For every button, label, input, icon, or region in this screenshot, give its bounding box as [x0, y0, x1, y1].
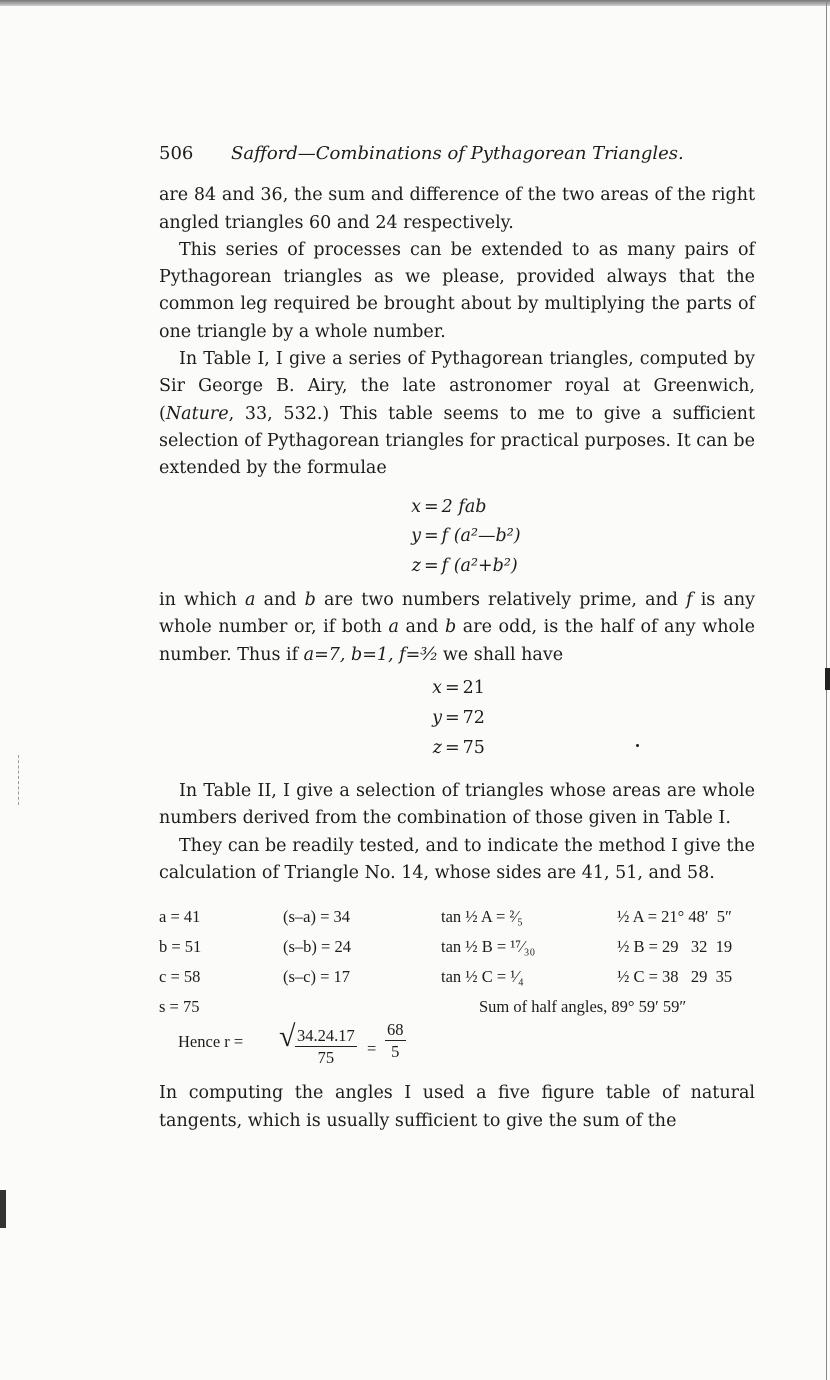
tan-half-a: tan ½ A = ²⁄₅: [441, 907, 523, 927]
scan-left-mark: [0, 1190, 6, 1228]
var-a-value: a=7,: [303, 644, 352, 665]
results-block: [159, 674, 755, 763]
paragraph-1: are 84 and 36, the sum and difference of the two areas of the right angled triangles 60 and 24 respectively.: [159, 185, 755, 233]
result-rel: =: [445, 707, 460, 728]
page-number: 506: [159, 143, 194, 164]
running-title: Safford—Combinations of Pythagorean Triangles.: [231, 143, 684, 164]
result-numerator: 68: [387, 1020, 404, 1040]
result-denominator: 5: [391, 1042, 400, 1062]
sum-half-angles: Sum of half angles, 89° 59′ 59″: [479, 997, 687, 1017]
result-x: [427, 674, 755, 704]
paragraph-5: In Table II, I give a selection of triangles whose areas are whole numbers derived from the combination of those given in Table I.: [159, 781, 755, 829]
radical-denominator: 75: [317, 1048, 335, 1068]
radical-fraction: [295, 1025, 357, 1068]
p4-part: are odd, is the half of any whole number. Thus if: [159, 617, 755, 665]
var-f: f: [686, 590, 693, 611]
tan-half-c: tan ½ C = ¹⁄₄: [441, 967, 524, 987]
formula-rhs: f (a²+b²): [441, 555, 518, 576]
hence-label: Hence r =: [178, 1032, 244, 1052]
diff-b: (s–b) = 24: [283, 937, 351, 957]
paragraph-2: This series of processes can be extended to as many pairs of Pythagorean triangles as we please, provided always that the common leg required be brought about by multiplying the parts of one triangle by a whole number.: [159, 239, 755, 342]
formula-lhs: z: [411, 555, 421, 576]
tan-half-b: tan ½ B = ¹⁷⁄₃₀: [441, 937, 536, 957]
paragraph-3-text-b: , 33, 532.) This table seems to me to give a sufficient selection of Pythagorean triangles for practical purposes. It can be extended by the formulae: [159, 403, 755, 479]
var-b: b: [304, 590, 316, 611]
equals-sign: =: [367, 1039, 377, 1059]
scan-right-mark: [825, 668, 830, 690]
result-lhs: z: [432, 737, 442, 758]
p4-part: is any whole number or, if both: [159, 590, 755, 638]
semi-perimeter: s = 75: [159, 997, 200, 1017]
diff-a: (s–a) = 34: [283, 907, 351, 927]
half-angle-a: ½ A = 21° 48′ 5″: [617, 907, 732, 927]
formula-rel: =: [424, 496, 439, 517]
result-rhs: 72: [462, 707, 485, 728]
page-body: [159, 140, 755, 1135]
formula-x: [406, 493, 755, 523]
radical-icon: √: [279, 1020, 296, 1054]
paragraph-4: [159, 587, 755, 669]
result-rel: =: [445, 737, 460, 758]
result-rhs: 75: [462, 737, 485, 758]
formula-lhs: x: [411, 496, 421, 517]
side-c: c = 58: [159, 967, 201, 987]
formula-rhs: 2 fab: [441, 496, 487, 517]
formula-rel: =: [424, 555, 439, 576]
result-lhs: x: [432, 678, 442, 699]
result-lhs: y: [432, 707, 442, 728]
formula-y: [406, 522, 755, 552]
formula-lhs: y: [411, 526, 421, 547]
result-rhs: 21: [462, 678, 485, 699]
journal-name: Nature: [165, 403, 229, 424]
scan-right-edge: [826, 0, 827, 1380]
paragraph-3: [159, 346, 755, 482]
var-b-value: b=1,: [351, 644, 400, 665]
running-header: [159, 140, 755, 167]
scan-stray-mark: [18, 755, 21, 805]
p4-part: we shall have: [437, 644, 564, 665]
diff-c: (s–c) = 17: [283, 967, 351, 987]
var-a: a: [245, 590, 256, 611]
var-f-value: f=³⁄₂: [399, 644, 438, 665]
p4-part: and: [255, 590, 305, 611]
triangle-calculation: [159, 903, 755, 1068]
radical-numerator: 34.24.17: [297, 1026, 355, 1046]
var-b: b: [444, 617, 457, 638]
var-a: a: [388, 617, 399, 638]
scan-top-edge: [0, 0, 830, 6]
half-angle-b: ½ B = 29 32 19: [617, 937, 733, 957]
side-a: a = 41: [159, 907, 201, 927]
result-y: [427, 704, 755, 734]
formula-z: [406, 552, 755, 582]
result-z: [427, 733, 755, 763]
formula-rel: =: [424, 526, 439, 547]
paragraph-7: In computing the angles I used a five figure table of natural tangents, which is usually sufficient to give the sum of the: [159, 1083, 755, 1131]
paragraph-3-text-a: In Table I, I give a series of Pythagorean triangles, computed by Sir George B. Airy, the late astronomer royal at Greenwich, (: [159, 349, 755, 424]
paragraph-6: They can be readily tested, and to indicate the method I give the calculation of Triangle No. 14, whose sides are 41, 51, and 58.: [159, 835, 755, 883]
half-angle-c: ½ C = 38 29 35: [617, 967, 733, 987]
p4-part: are two numbers relatively prime, and: [315, 590, 687, 611]
result-rel: =: [445, 678, 460, 699]
p4-part: in which: [159, 590, 246, 611]
formulae-block: [159, 493, 755, 582]
side-b: b = 51: [159, 937, 202, 957]
p4-part: and: [398, 617, 445, 638]
result-fraction: [385, 1019, 406, 1062]
formula-rhs: f (a²—b²): [441, 526, 521, 547]
